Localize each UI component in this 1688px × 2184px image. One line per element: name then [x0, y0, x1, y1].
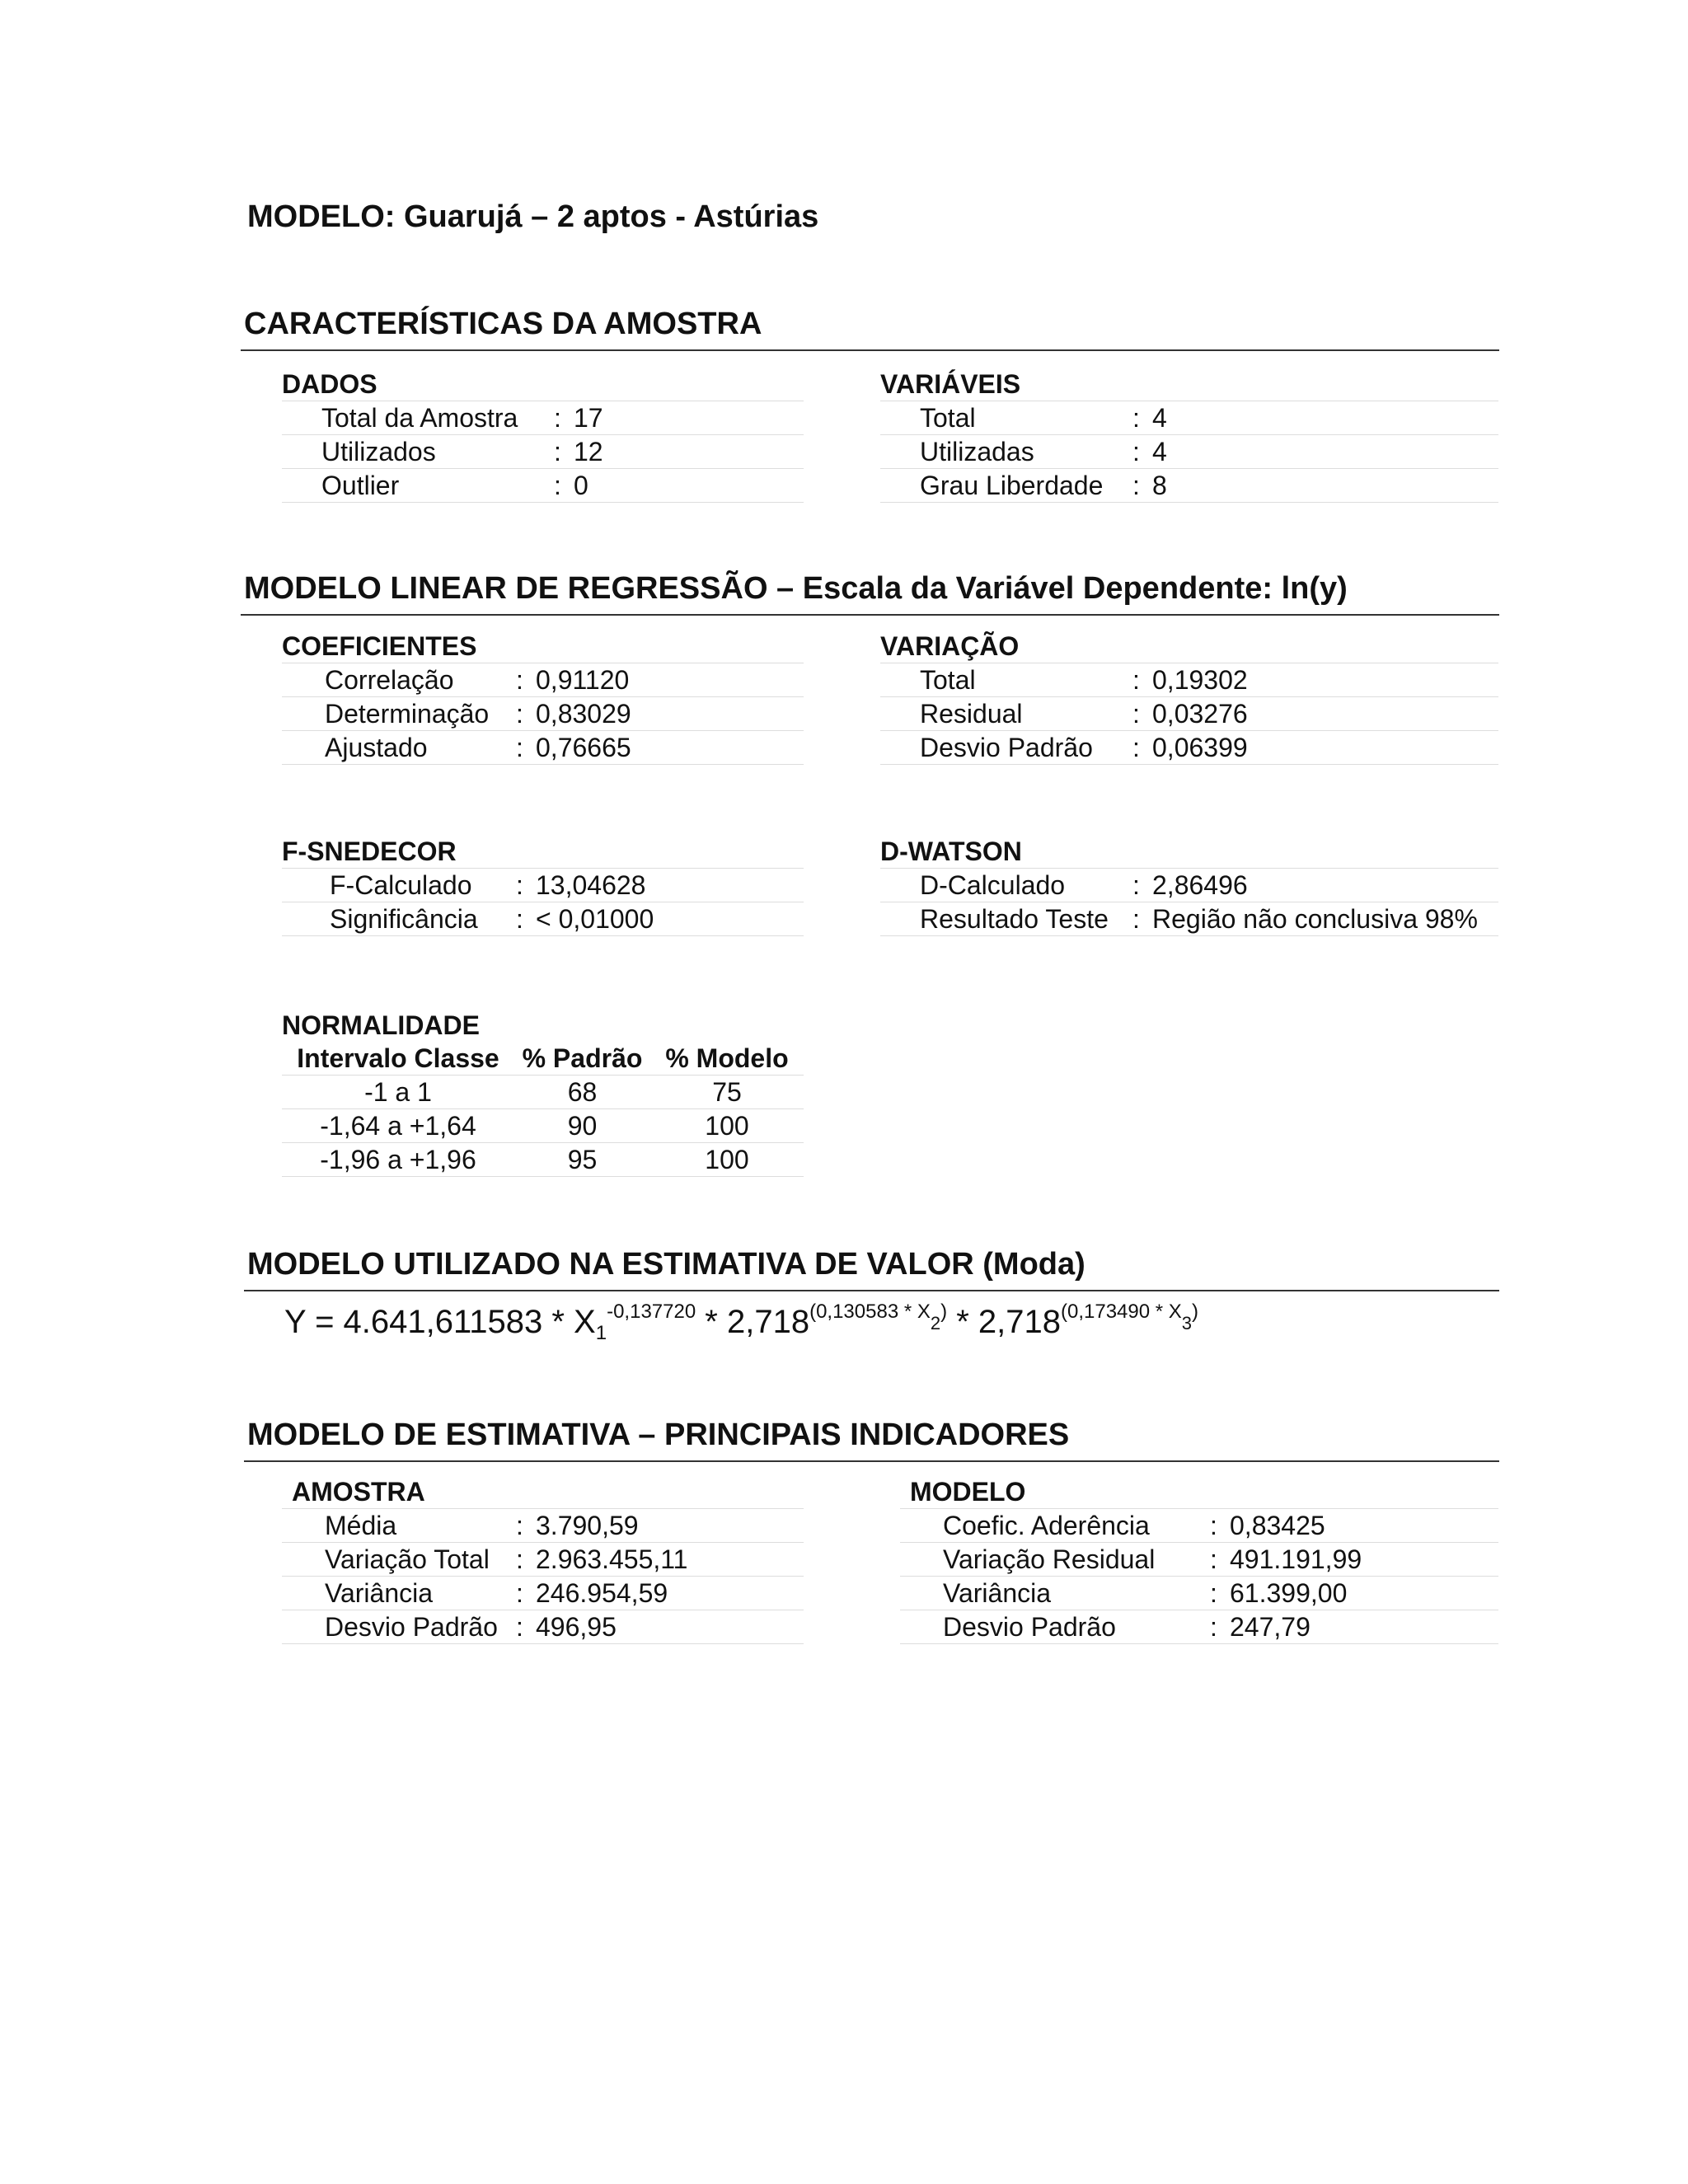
row-label: Grau Liberdade: [920, 471, 1104, 500]
block-dados: [282, 368, 804, 503]
section-divider: [244, 1290, 1499, 1291]
row-colon: :: [1132, 733, 1140, 762]
data-row: [900, 1610, 1498, 1644]
row-colon: :: [1210, 1544, 1217, 1574]
formula-exponent-part: ): [940, 1301, 948, 1323]
formula-exponent-part: ): [1192, 1301, 1199, 1323]
row-colon: :: [516, 1578, 523, 1608]
row-colon: :: [516, 1612, 523, 1642]
block-indicadores-modelo: [900, 1475, 1498, 1644]
formula-sub: 3: [1181, 1313, 1193, 1333]
row-value: 8: [1152, 471, 1167, 500]
row-value: 247,79: [1230, 1612, 1311, 1642]
row-label: Resultado Teste: [920, 904, 1109, 934]
table-cell: 100: [705, 1111, 749, 1141]
section-divider: [241, 614, 1499, 616]
data-row: [282, 435, 804, 469]
page-title: MODELO: Guarujá – 2 aptos - Astúrias: [247, 199, 819, 234]
section-heading-indicadores: MODELO DE ESTIMATIVA – PRINCIPAIS INDICADORES: [247, 1418, 1070, 1452]
row-value: 0,76665: [536, 733, 631, 762]
data-row: [900, 1577, 1498, 1610]
row-value: 4: [1152, 403, 1167, 433]
formula-sub: 2: [930, 1313, 941, 1333]
row-label: Variância: [943, 1578, 1052, 1608]
row-colon: :: [554, 471, 561, 500]
block-title: DADOS: [282, 368, 804, 401]
row-colon: :: [1132, 471, 1140, 500]
row-value: 491.191,99: [1230, 1544, 1362, 1574]
row-label: Coefic. Aderência: [943, 1511, 1150, 1540]
row-colon: :: [1210, 1578, 1217, 1608]
row-value: 0,03276: [1152, 699, 1248, 729]
row-colon: :: [1210, 1612, 1217, 1642]
block-fsnedecor: [282, 835, 804, 936]
section-divider: [244, 1460, 1499, 1462]
row-colon: :: [1132, 904, 1140, 934]
row-colon: :: [516, 665, 523, 695]
data-row: [282, 697, 804, 731]
regression-formula: [284, 1301, 1198, 1345]
column-header: Intervalo Classe: [297, 1043, 499, 1073]
section-heading-amostra: CARACTERÍSTICAS DA AMOSTRA: [244, 307, 762, 341]
table-header-row: [282, 1042, 804, 1076]
formula-exponent: [809, 1301, 948, 1333]
table-cell: 68: [567, 1077, 598, 1107]
row-value: 0,06399: [1152, 733, 1248, 762]
row-value: 0,83029: [536, 699, 631, 729]
row-label: Desvio Padrão: [920, 733, 1093, 762]
block-title: D-WATSON: [880, 835, 1498, 869]
row-label: Total: [920, 403, 976, 433]
row-colon: :: [1132, 665, 1140, 695]
data-row: [282, 401, 804, 435]
row-label: Total da Amostra: [321, 403, 518, 433]
table-cell: -1,64 a +1,64: [320, 1111, 476, 1141]
data-row: [282, 731, 804, 765]
row-colon: :: [554, 403, 561, 433]
formula-sub: 1: [595, 1322, 607, 1344]
row-value: 13,04628: [536, 870, 646, 900]
block-normalidade: [282, 1009, 804, 1177]
row-colon: :: [516, 1511, 523, 1540]
formula-exponent-part: (0,173490 * X: [1061, 1301, 1182, 1323]
row-value: 17: [574, 403, 603, 433]
row-value: 0,83425: [1230, 1511, 1325, 1540]
data-row: [880, 469, 1498, 503]
table-cell: -1,96 a +1,96: [320, 1145, 476, 1174]
formula-term: * 2,718: [696, 1304, 810, 1340]
row-label: Determinação: [325, 699, 490, 729]
row-colon: :: [516, 904, 523, 934]
data-row: [880, 902, 1498, 936]
table-row: [282, 1076, 804, 1109]
data-row: [880, 697, 1498, 731]
row-label: Desvio Padrão: [325, 1612, 498, 1642]
row-colon: :: [516, 870, 523, 900]
row-label: Significância: [330, 904, 478, 934]
row-label: Outlier: [321, 471, 400, 500]
column-header: % Modelo: [665, 1043, 789, 1073]
row-value: 246.954,59: [536, 1578, 668, 1608]
block-coeficientes: [282, 630, 804, 765]
formula-prefix: Y = 4.641,611583 * X: [284, 1304, 596, 1340]
row-label: Desvio Padrão: [943, 1612, 1116, 1642]
table-row: [282, 1143, 804, 1177]
row-colon: :: [1132, 870, 1140, 900]
row-colon: :: [516, 733, 523, 762]
data-row: [282, 1610, 804, 1644]
data-row: [282, 902, 804, 936]
row-value: 0: [574, 471, 588, 500]
row-label: Variação Residual: [943, 1544, 1156, 1574]
row-label: Residual: [920, 699, 1023, 729]
row-label: Variação Total: [325, 1544, 490, 1574]
table-cell: 95: [567, 1145, 598, 1174]
data-row: [880, 663, 1498, 697]
row-value: 0,91120: [536, 665, 630, 695]
block-title: VARIÁVEIS: [880, 368, 1498, 401]
formula-term: * 2,718: [947, 1304, 1061, 1340]
column-header: % Padrão: [522, 1043, 643, 1073]
data-row: [282, 1509, 804, 1543]
row-label: Média: [325, 1511, 397, 1540]
table-cell: 90: [567, 1111, 598, 1141]
table-cell: 100: [705, 1145, 749, 1174]
row-value: 2,86496: [1152, 870, 1248, 900]
row-value: 2.963.455,11: [536, 1544, 688, 1574]
data-row: [282, 869, 804, 902]
row-label: Ajustado: [325, 733, 428, 762]
row-label: Total: [920, 665, 976, 695]
row-value: 4: [1152, 437, 1167, 466]
data-row: [900, 1509, 1498, 1543]
block-variaveis: [880, 368, 1498, 503]
data-row: [900, 1543, 1498, 1577]
block-indicadores-amostra: [282, 1475, 804, 1644]
row-value: Região não conclusiva 98%: [1152, 904, 1478, 934]
row-value: 0,19302: [1152, 665, 1248, 695]
formula-exponent-part: (0,130583 * X: [809, 1301, 931, 1323]
table-cell: 75: [712, 1077, 742, 1107]
row-colon: :: [516, 699, 523, 729]
table-cell: -1 a 1: [364, 1077, 432, 1107]
row-value: 496,95: [536, 1612, 617, 1642]
formula-exponent: -0,137720: [607, 1301, 696, 1323]
data-row: [880, 435, 1498, 469]
data-row: [880, 869, 1498, 902]
row-label: D-Calculado: [920, 870, 1066, 900]
data-row: [880, 401, 1498, 435]
section-heading-modelo-utilizado: MODELO UTILIZADO NA ESTIMATIVA DE VALOR (Moda): [247, 1247, 1085, 1282]
row-label: Utilizados: [321, 437, 436, 466]
row-colon: :: [1132, 403, 1140, 433]
row-colon: :: [554, 437, 561, 466]
row-colon: :: [1210, 1511, 1217, 1540]
block-variacao: [880, 630, 1498, 765]
formula-exponent: [1061, 1301, 1199, 1333]
row-value: < 0,01000: [536, 904, 654, 934]
row-value: 3.790,59: [536, 1511, 639, 1540]
data-row: [282, 1543, 804, 1577]
row-label: Correlação: [325, 665, 454, 695]
row-label: Utilizadas: [920, 437, 1034, 466]
row-colon: :: [516, 1544, 523, 1574]
block-title: COEFICIENTES: [282, 630, 804, 663]
row-colon: :: [1132, 437, 1140, 466]
block-title: F-SNEDECOR: [282, 835, 804, 869]
block-title: VARIAÇÃO: [880, 630, 1498, 663]
data-row: [282, 469, 804, 503]
data-row: [282, 1577, 804, 1610]
section-divider: [241, 349, 1499, 351]
row-colon: :: [1132, 699, 1140, 729]
data-row: [282, 663, 804, 697]
block-dwatson: [880, 835, 1498, 936]
data-row: [880, 731, 1498, 765]
table-row: [282, 1109, 804, 1143]
section-heading-regressao: MODELO LINEAR DE REGRESSÃO – Escala da Variável Dependente: ln(y): [244, 571, 1348, 606]
block-title: NORMALIDADE: [282, 1010, 480, 1040]
row-label: Variância: [325, 1578, 434, 1608]
block-title: MODELO: [900, 1475, 1498, 1509]
row-value: 12: [574, 437, 603, 466]
row-label: F-Calculado: [330, 870, 472, 900]
row-value: 61.399,00: [1230, 1578, 1348, 1608]
block-title: AMOSTRA: [282, 1475, 804, 1509]
